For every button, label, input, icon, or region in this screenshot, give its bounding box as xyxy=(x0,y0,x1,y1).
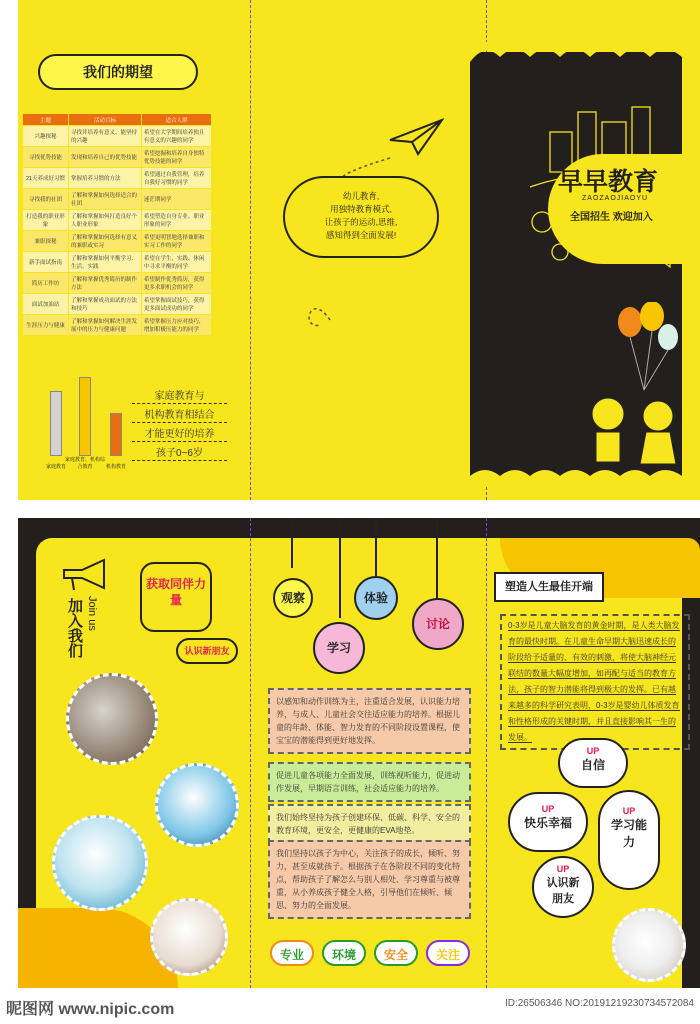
table-cell: 希望掌握面试技巧，获得更多面试成功的同学 xyxy=(141,294,211,315)
megaphone-icon xyxy=(60,558,110,592)
paragraph-child-centered: 我们坚持以孩子为中心，关注孩子的成长，倾听、努力，甚至成就孩子。根据孩子在各阶段不同的变化特点，帮助孩子了解怎么与别人相处、学习尊重与被尊重，从小养成孩子健全人格，引导他们在倾听、倾思、努力的全面发展。 xyxy=(268,840,471,919)
table-cell: 新手面试指南 xyxy=(23,252,69,273)
up-label: UP xyxy=(622,806,636,816)
image-id: ID:26506346 NO:20191219230734572084 xyxy=(504,998,694,1009)
table-cell: 打造我的职业形象 xyxy=(23,210,69,231)
table-cell: 了解和掌握成功面试的方法和技巧 xyxy=(69,294,142,315)
table-cell: 兼职探秘 xyxy=(23,231,69,252)
table-cell: 了解和掌握如何平衡学习、生活、实践 xyxy=(69,252,142,273)
scallop-bottom xyxy=(470,466,682,486)
up-bubble-happiness xyxy=(508,792,588,852)
bar-label: 机构教育 xyxy=(105,464,126,470)
family-education-slogan xyxy=(132,385,227,461)
bar xyxy=(110,413,122,456)
fold-line xyxy=(250,518,251,988)
up-text: 自信 xyxy=(580,758,605,772)
table-row xyxy=(23,231,212,252)
bulb-wire xyxy=(375,518,377,576)
table-cell: 21天养成好习惯 xyxy=(23,168,69,189)
fold-line xyxy=(486,518,487,988)
bulb-wire xyxy=(436,518,438,598)
up-bubble-new-friends xyxy=(532,856,594,918)
table-cell: 希望塑造自身专业、职业形象的同学 xyxy=(141,210,211,231)
gain-companion-speech: 获取同伴力量 xyxy=(140,562,212,632)
table-cell: 发现和培养自己的优势技能 xyxy=(69,147,142,168)
meet-friends-speech: 认识新朋友 xyxy=(176,638,238,664)
table-row xyxy=(23,294,212,315)
table-cell: 寻找并培养有意义、能坚持的兴趣 xyxy=(69,126,142,147)
table-row xyxy=(23,210,212,231)
slogan-line: 孩子0~6岁 xyxy=(132,442,227,461)
table-cell: 希望掌握压力应对技巧，增加积极压能力的同学 xyxy=(141,315,211,336)
up-label: UP xyxy=(556,864,570,874)
paragraph-environment: 我们始终坚持为孩子创建环保、低碳、科学、安全的教育环境，更安全，更健康的EVA地垫。 xyxy=(268,804,471,844)
table-cell: 寻找我的社团 xyxy=(23,189,69,210)
pill-attention: 关注 xyxy=(426,940,470,966)
table-cell: 寻找优势技能 xyxy=(23,147,69,168)
cloud-line: 感知得到全面发展! xyxy=(325,230,397,240)
table-cell: 了解和掌握如何打造良好个人职业形象 xyxy=(69,210,142,231)
table-row xyxy=(23,147,212,168)
education-cloud xyxy=(283,176,439,258)
cloud-line: 幼儿教育, xyxy=(342,191,380,201)
bar-label: 家庭教育 xyxy=(45,464,66,470)
table-cell: 了解和掌握如何解决生涯发展中的压力与健康问题 xyxy=(69,315,142,336)
cloud-line: 用独特教育模式, xyxy=(330,204,392,214)
bulb-discuss: 讨论 xyxy=(412,598,464,650)
bulb-experience: 体验 xyxy=(354,576,398,620)
table-cell: 掌握培养习惯的方法 xyxy=(69,168,142,189)
slogan-line: 才能更好的培养 xyxy=(132,423,227,442)
up-text: 快乐幸福 xyxy=(523,816,572,830)
brand-title: 早早教育 xyxy=(558,168,659,196)
scallop-top xyxy=(470,42,682,72)
table-cell: 希望在学生、实践、休闲中寻求平衡的同学 xyxy=(141,252,211,273)
table-row xyxy=(23,189,212,210)
brand-pinyin: ZAOZAOJIAOYU xyxy=(582,195,649,202)
pill-professional: 专业 xyxy=(270,940,314,966)
brochure-cover xyxy=(470,52,682,484)
photo-circle xyxy=(612,908,686,982)
join-us-vertical: 加入我们 xyxy=(66,598,83,658)
bar xyxy=(50,391,62,456)
table-cell: 希望挖掘和培养自身独特优势技能的同学 xyxy=(141,147,211,168)
photo-circle xyxy=(66,673,158,765)
bulb-learn: 学习 xyxy=(313,622,365,674)
table-row xyxy=(23,315,212,336)
up-bubble-learning xyxy=(598,790,660,890)
table-cell: 希望更明智地选择兼职和实习工作的同学 xyxy=(141,231,211,252)
table-cell: 了解和掌握如何选择适合的社团 xyxy=(69,189,142,210)
join-us-english: Join us xyxy=(86,596,98,631)
cloud-line: 让孩子的运动,思维, xyxy=(324,217,398,227)
up-text: 学习能力 xyxy=(610,818,647,849)
table-row xyxy=(23,273,212,294)
table-header: 活动目标 xyxy=(69,114,142,126)
slogan-line: 家庭教育与 xyxy=(132,385,227,404)
photo-circle xyxy=(150,898,228,976)
up-label: UP xyxy=(541,804,555,814)
paragraph-perception: 以感知和动作训练为主，注重适合发展，认识能力培养，与成人、儿童社会交往适应能力的培养。根据儿童的年龄、体能、智力发育的不同阶段设置课程，使宝宝的潜能得到更好地发挥。 xyxy=(268,688,471,754)
photo-circle xyxy=(155,763,239,847)
enrollment-slogan: 全国招生 欢迎加入 xyxy=(570,212,653,223)
bulb-wire xyxy=(291,518,293,568)
watermark-footer xyxy=(0,988,700,1024)
site-watermark: 昵图网 www.nipic.com xyxy=(6,1001,175,1018)
table-cell: 生涯压力与健康 xyxy=(23,315,69,336)
best-start-banner: 塑造人生最佳开端 xyxy=(494,572,604,602)
table-cell: 希望在大学期间培养独且有意义的兴趣的同学 xyxy=(141,126,211,147)
table-row xyxy=(23,126,212,147)
table-cell: 希望制作优秀简历，获得更多求职机会的同学 xyxy=(141,273,211,294)
table-row xyxy=(23,252,212,273)
table-cell: 了解和掌握优秀简历的制作方法 xyxy=(69,273,142,294)
bar xyxy=(79,377,91,456)
table-cell: 兴趣探秘 xyxy=(23,126,69,147)
expectations-title: 我们的期望 xyxy=(38,54,198,90)
bulb-observe: 观察 xyxy=(273,578,313,618)
table-header: 主题 xyxy=(23,114,69,126)
expectations-table xyxy=(22,113,212,336)
paragraph-abilities: 促进儿童各项能力全面发展，训练视听能力，促进动作发展，早期语言训练，社会适应能力的培养。 xyxy=(268,762,471,802)
table-row xyxy=(23,168,212,189)
bar-label: 家庭教育、机构综合教育 xyxy=(65,457,106,470)
bulb-wire xyxy=(339,518,341,618)
table-cell: 面试加油站 xyxy=(23,294,69,315)
fold-line xyxy=(250,0,251,500)
slogan-line: 机构教育相结合 xyxy=(132,404,227,423)
table-cell: 了解和掌握如何选择有意义的兼职或实习 xyxy=(69,231,142,252)
pill-environment: 环境 xyxy=(322,940,366,966)
golden-period-text xyxy=(500,614,690,750)
balloons-icon xyxy=(610,302,682,392)
up-bubble-confidence xyxy=(558,738,628,788)
pill-safety: 安全 xyxy=(374,940,418,966)
table-cell: 简历工作坊 xyxy=(23,273,69,294)
up-text: 认识新朋友 xyxy=(546,877,580,905)
up-label: UP xyxy=(586,746,600,756)
photo-circle xyxy=(52,815,148,911)
table-cell: 迷茫期同学 xyxy=(141,189,211,210)
table-header: 适合人群 xyxy=(141,114,211,126)
golden-period-paragraph: 0-3岁是儿童大脑发育的黄金时期，是人类大脑发育的最快时期。在儿童生命早期大脑迅速成长的阶段给予适量的、有效的刺激，将使大脑神经元联结的数量大幅度增加，如再配与适当的教育方法，孩子的智力潜能将得到极大的发挥。已有越来越多的科学研究表明，0-3岁是婴幼儿体质发育和性格形成的关键时期，并且直接影响其一生的发展。 xyxy=(508,621,680,742)
table-cell: 希望通过自我管理，培养自我好习惯的同学 xyxy=(141,168,211,189)
